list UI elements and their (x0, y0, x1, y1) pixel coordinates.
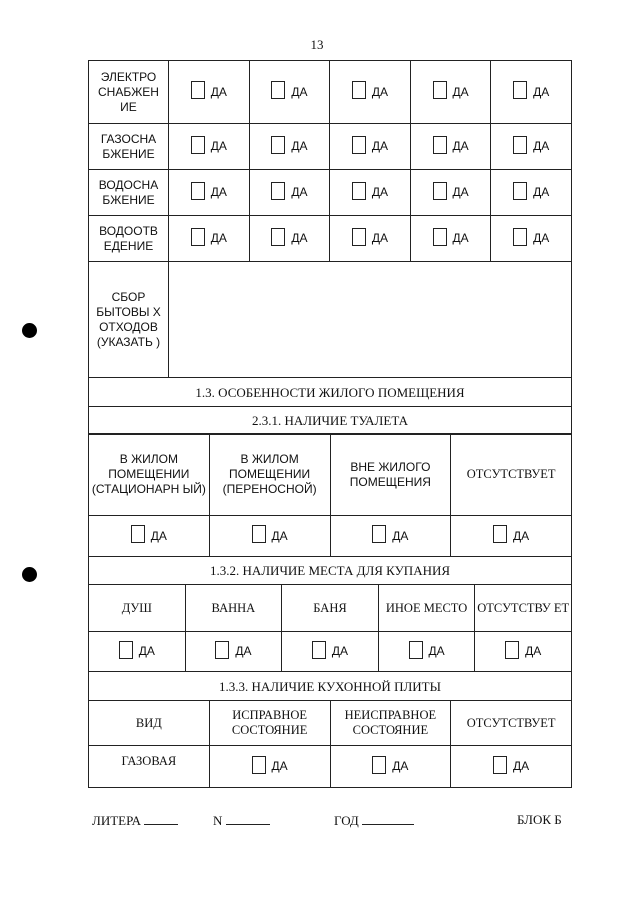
checkbox-icon[interactable] (191, 136, 205, 154)
toilet-header-absent: ОТСУТСТВУЕТ (451, 434, 572, 516)
waste-row (89, 262, 572, 378)
living-features-section (88, 377, 572, 435)
utility-label: ВОДООТВ ЕДЕНИЕ (89, 216, 169, 262)
utility-yes-cell[interactable]: ДА (410, 216, 491, 262)
utility-yes-cell[interactable]: ДА (491, 124, 572, 170)
page-number: 13 (310, 37, 324, 52)
utility-yes-cell[interactable]: ДА (410, 61, 491, 124)
bathing-header-other: ИНОЕ МЕСТО (378, 585, 475, 632)
footer-n (213, 812, 270, 829)
utility-yes-cell[interactable]: ДА (249, 61, 330, 124)
toilet-header-portable: В ЖИЛОМ ПОМЕЩЕНИИ (ПЕРЕНОСНОЙ) (209, 434, 330, 516)
utility-row (89, 61, 572, 124)
bathing-header-absent: ОТСУТСТВУ ЕТ (475, 585, 572, 632)
utility-yes-cell[interactable]: ДА (169, 170, 250, 216)
checkbox-icon[interactable] (131, 525, 145, 543)
checkbox-icon[interactable] (372, 756, 386, 774)
n-field[interactable] (226, 812, 270, 825)
utility-yes-cell[interactable]: ДА (249, 124, 330, 170)
bathing-table (88, 556, 572, 672)
checkbox-icon[interactable] (191, 182, 205, 200)
checkbox-icon[interactable] (252, 525, 266, 543)
bathing-yes-other[interactable]: ДА (378, 632, 475, 672)
utilities-table (88, 60, 572, 378)
n-label: N (213, 813, 223, 828)
checkbox-icon[interactable] (119, 641, 133, 659)
bathing-yes-sauna[interactable]: ДА (282, 632, 379, 672)
checkbox-icon[interactable] (352, 228, 366, 246)
checkbox-icon[interactable] (191, 228, 205, 246)
checkbox-icon[interactable] (271, 182, 285, 200)
utility-yes-cell[interactable]: ДА (169, 216, 250, 262)
checkbox-icon[interactable] (191, 81, 205, 99)
utility-yes-cell[interactable]: ДА (249, 170, 330, 216)
litera-field[interactable] (144, 812, 178, 825)
toilet-yes-portable[interactable]: ДА (209, 516, 330, 557)
bathing-header-sauna: БАНЯ (282, 585, 379, 632)
stove-header-absent: ОТСУТСТВУЕТ (451, 701, 572, 746)
footer-god (334, 812, 414, 829)
checkbox-icon[interactable] (493, 756, 507, 774)
toilet-yes-absent[interactable]: ДА (451, 516, 572, 557)
checkbox-icon[interactable] (433, 136, 447, 154)
stove-header-broken: НЕИСПРАВНОЕ СОСТОЯНИЕ (330, 701, 451, 746)
toilet-header-outside: ВНЕ ЖИЛОГО ПОМЕЩЕНИЯ (330, 434, 451, 516)
checkbox-icon[interactable] (215, 641, 229, 659)
utility-row (89, 170, 572, 216)
checkbox-icon[interactable] (513, 136, 527, 154)
checkbox-icon[interactable] (352, 136, 366, 154)
checkbox-icon[interactable] (409, 641, 423, 659)
utility-yes-cell[interactable]: ДА (330, 124, 411, 170)
punch-hole-mark-bottom (22, 567, 37, 582)
waste-label: СБОР БЫТОВЫ Х ОТХОДОВ (УКАЗАТЬ ) (89, 262, 169, 378)
checkbox-icon[interactable] (513, 228, 527, 246)
utility-yes-cell[interactable]: ДА (249, 216, 330, 262)
utility-label: ВОДОСНА БЖЕНИЕ (89, 170, 169, 216)
bathing-yes-absent[interactable]: ДА (475, 632, 572, 672)
utility-yes-cell[interactable]: ДА (491, 170, 572, 216)
utility-row (89, 124, 572, 170)
stove-row-gas: ГАЗОВАЯ (89, 746, 210, 788)
bathing-header-bath: ВАННА (185, 585, 282, 632)
utility-yes-cell[interactable]: ДА (330, 216, 411, 262)
punch-hole-mark-top (22, 323, 37, 338)
checkbox-icon[interactable] (513, 182, 527, 200)
toilet-table (88, 433, 572, 557)
checkbox-icon[interactable] (352, 182, 366, 200)
bathing-header-shower: ДУШ (89, 585, 186, 632)
utility-label: ЭЛЕКТРО СНАБЖЕН ИЕ (89, 61, 169, 124)
litera-label: ЛИТЕРА (92, 813, 142, 828)
checkbox-icon[interactable] (372, 525, 386, 543)
checkbox-icon[interactable] (493, 525, 507, 543)
utility-yes-cell[interactable]: ДА (410, 170, 491, 216)
stove-title: 1.3.3. НАЛИЧИЕ КУХОННОЙ ПЛИТЫ (89, 672, 572, 701)
bathing-yes-shower[interactable]: ДА (89, 632, 186, 672)
toilet-title: 2.3.1. НАЛИЧИЕ ТУАЛЕТА (89, 407, 572, 435)
footer-block: БЛОК Б (517, 812, 562, 827)
stove-yes-broken[interactable]: ДА (330, 746, 451, 788)
checkbox-icon[interactable] (252, 756, 266, 774)
checkbox-icon[interactable] (312, 641, 326, 659)
utility-yes-cell[interactable]: ДА (169, 124, 250, 170)
stove-header-working: ИСПРАВНОЕ СОСТОЯНИЕ (209, 701, 330, 746)
god-field[interactable] (362, 812, 414, 825)
toilet-yes-stationary[interactable]: ДА (89, 516, 210, 557)
checkbox-icon[interactable] (433, 228, 447, 246)
checkbox-icon[interactable] (513, 81, 527, 99)
stove-yes-absent[interactable]: ДА (451, 746, 572, 788)
bathing-yes-bath[interactable]: ДА (185, 632, 282, 672)
checkbox-icon[interactable] (505, 641, 519, 659)
checkbox-icon[interactable] (433, 81, 447, 99)
toilet-header-stationary: В ЖИЛОМ ПОМЕЩЕНИИ (СТАЦИОНАРН ЫЙ) (89, 434, 210, 516)
stove-header-type: ВИД (89, 701, 210, 746)
utility-label: ГАЗОСНА БЖЕНИЕ (89, 124, 169, 170)
utility-yes-cell[interactable]: ДА (410, 124, 491, 170)
utility-yes-cell[interactable]: ДА (169, 61, 250, 124)
footer-litera (92, 812, 178, 829)
utility-yes-cell[interactable]: ДА (330, 170, 411, 216)
checkbox-icon[interactable] (271, 81, 285, 99)
checkbox-icon[interactable] (271, 228, 285, 246)
toilet-yes-outside[interactable]: ДА (330, 516, 451, 557)
bathing-title: 1.3.2. НАЛИЧИЕ МЕСТА ДЛЯ КУПАНИЯ (89, 557, 572, 585)
checkbox-icon[interactable] (352, 81, 366, 99)
utility-yes-cell[interactable]: ДА (491, 216, 572, 262)
utility-yes-cell[interactable]: ДА (491, 61, 572, 124)
checkbox-icon[interactable] (271, 136, 285, 154)
utility-yes-cell[interactable]: ДА (330, 61, 411, 124)
stove-yes-working[interactable]: ДА (209, 746, 330, 788)
waste-input-area[interactable] (169, 262, 572, 378)
section-title: 1.3. ОСОБЕННОСТИ ЖИЛОГО ПОМЕЩЕНИЯ (89, 378, 572, 407)
utility-row (89, 216, 572, 262)
checkbox-icon[interactable] (433, 182, 447, 200)
stove-table (88, 671, 572, 788)
god-label: ГОД (334, 813, 359, 828)
